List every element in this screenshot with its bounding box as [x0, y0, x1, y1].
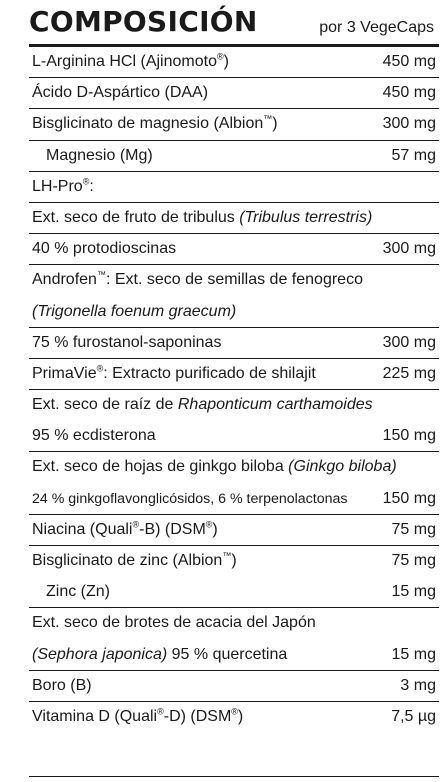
ingredient-name: Ext. seco de brotes de acacia del Japón — [32, 614, 316, 632]
registered-mark: ® — [216, 51, 224, 62]
ingredient-amount: 75 mg — [391, 552, 436, 569]
ingredient-name: Androfen — [32, 271, 97, 289]
table-row: LH-Pro®: — [29, 172, 439, 203]
serving-size: por 3 VegeCaps — [319, 19, 434, 36]
trademark: ™ — [96, 269, 106, 280]
ingredient-name: Ext. seco de fruto de tribulus — [32, 208, 240, 226]
table-row — [29, 297, 439, 328]
registered-mark: ® — [96, 363, 104, 374]
latin-name: (Trigonella foenum graecum) — [32, 302, 237, 320]
registered-mark: ® — [82, 176, 90, 187]
table-row: Bisglicinato de zinc (Albion™) 75 mg — [29, 546, 439, 577]
ingredient-name: L-Arginina HCl (Ajinomoto — [32, 53, 217, 70]
table-row — [29, 203, 439, 234]
table-row — [29, 141, 439, 172]
ingredient-amount: 15 mg — [391, 645, 436, 663]
table-row — [29, 452, 439, 483]
registered-mark: ® — [231, 706, 238, 717]
ingredient-amount: 450 mg — [382, 84, 436, 102]
ingredient-name: Bisglicinato de magnesio (Albion — [32, 115, 264, 133]
ingredient-name: Niacina (Quali — [32, 520, 133, 538]
table-row: Niacina (Quali®-B) (DSM®) 75 mg — [29, 515, 439, 546]
ingredient-name: LH-Pro — [32, 177, 83, 195]
table-row: Bisglicinato de magnesio (Albion™) 300 mg — [29, 109, 439, 140]
ingredient-name: Boro (B) — [32, 676, 92, 694]
ingredient-amount: 15 mg — [391, 583, 436, 601]
ingredient-amount: 7,5 µg — [391, 707, 436, 725]
table-row — [29, 671, 439, 702]
trademark: ™ — [263, 114, 273, 125]
ingredient-amount: 450 mg — [382, 53, 436, 70]
table-row — [29, 608, 439, 639]
ingredient-name: Vitamina D (Quali — [32, 707, 158, 725]
ingredient-name: PrimaVie — [32, 364, 97, 382]
latin-name: (Ginkgo biloba) — [288, 458, 397, 476]
table-bottom-rule — [29, 776, 439, 777]
registered-mark: ® — [205, 519, 213, 530]
page-title: COMPOSICIÓN — [29, 5, 258, 38]
ingredient-amount: 150 mg — [382, 489, 436, 507]
ingredient-amount: 225 mg — [382, 364, 436, 382]
table-row — [29, 390, 439, 421]
ingredient-name: 95 % ecdisterona — [32, 427, 156, 445]
ingredient-amount: 75 mg — [391, 520, 436, 538]
ingredient-name: 40 % protodioscinas — [32, 240, 177, 258]
table-row — [29, 234, 439, 265]
table-row: L-Arginina HCl (Ajinomoto®) 450 mg — [29, 47, 439, 78]
ingredient-name: Ext. seco de hojas de ginkgo biloba — [32, 458, 289, 476]
ingredient-name: Bisglicinato de zinc (Albion — [32, 552, 223, 569]
ingredient-name: Ácido D-Aspártico (DAA) — [32, 84, 209, 102]
ingredient-amount: 150 mg — [382, 427, 436, 445]
ingredient-name: 75 % furostanol-saponinas — [32, 333, 222, 351]
registered-mark: ® — [157, 706, 164, 717]
composition-header — [0, 0, 440, 44]
table-row — [29, 640, 439, 671]
ingredient-name: Ext. seco de raíz de — [32, 396, 178, 414]
ingredient-amount: 57 mg — [391, 146, 436, 164]
latin-name: (Sephora japonica) — [32, 645, 168, 663]
ingredient-amount: 300 mg — [382, 333, 436, 351]
table-row — [29, 328, 439, 359]
latin-name: (Tribulus terrestris) — [239, 208, 373, 226]
composition-table — [29, 47, 439, 733]
table-row — [29, 484, 439, 515]
table-row: Androfen™: Ext. seco de semillas de fenogreco — [32, 269, 363, 289]
ingredient-name: Zinc (Zn) — [46, 583, 110, 601]
ingredient-amount: 3 mg — [400, 676, 436, 694]
latin-name: Rhaponticum carthamoides — [177, 396, 373, 414]
table-row — [29, 78, 439, 109]
ingredient-name: 95 % quercetina — [167, 645, 288, 663]
table-row: PrimaVie®: Extracto purificado de shilajit 225 mg — [29, 359, 439, 390]
ingredient-amount: 300 mg — [382, 115, 436, 133]
ingredient-name: 24 % ginkgoflavonglicósidos, 6 % terpenolactonas — [32, 490, 348, 507]
ingredient-amount: 300 mg — [382, 240, 436, 258]
registered-mark: ® — [132, 519, 140, 530]
trademark: ™ — [222, 550, 232, 561]
table-row: Vitamina D (Quali®-D) (DSM®) 7,5 µg — [29, 702, 439, 733]
table-row — [29, 577, 439, 608]
ingredient-name: Magnesio (Mg) — [46, 146, 153, 164]
table-row — [29, 421, 439, 452]
